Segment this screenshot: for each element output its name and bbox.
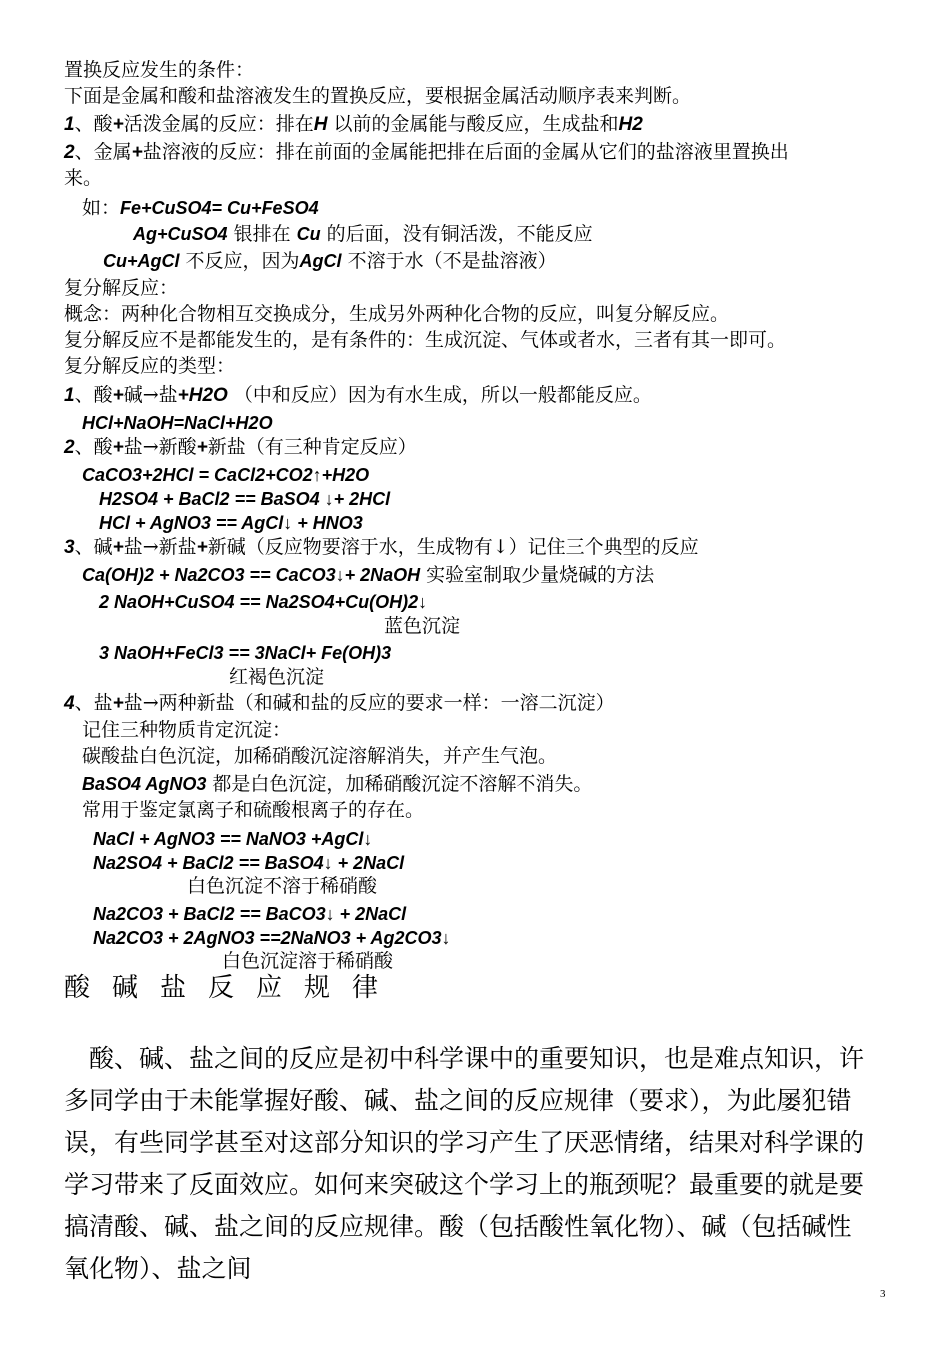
rule-2-line: [64, 140, 789, 165]
text: 实验室制取少量烧碱的方法: [420, 564, 655, 586]
plus-sign: +: [112, 537, 124, 558]
formula: AgCl: [299, 251, 342, 271]
equation: 2 NaOH+CuSO4 == Na2SO4+Cu(OH)2↓: [99, 592, 428, 612]
type-3-line: [64, 535, 699, 560]
example-line: [82, 563, 654, 587]
text: 、酸: [74, 384, 113, 406]
equation: H2SO4 + BaCl2 == BaSO4 ↓+ 2HCl: [99, 489, 391, 509]
plus-sign: +: [112, 114, 124, 135]
text: 盐溶液的反应：排在前面的金属能把排在后面的金属从它们的盐溶液里置换出: [142, 141, 789, 163]
formula: +H2O: [177, 385, 228, 406]
heading-displacement-conditions: 置换反应发生的条件：: [64, 59, 255, 81]
text: 的后面，没有铜活泼，不能反应: [320, 223, 593, 245]
text-line: 碳酸盐白色沉淀，加稀硝酸沉淀溶解消失，并产生气泡。: [82, 745, 558, 767]
rule-1-line: [64, 112, 643, 137]
text: 新盐（有三种肯定反应）: [207, 436, 417, 458]
type-2-line: [64, 435, 417, 460]
rule-number: 1: [64, 114, 75, 135]
rule-number: 2: [64, 142, 75, 163]
text: 碱→盐: [123, 384, 178, 406]
text: （中和反应）因为有水生成，所以一般都能反应。: [227, 384, 652, 406]
equation: NaCl + AgNO3 == NaNO3 +AgCl↓: [93, 829, 373, 849]
plus-sign: +: [196, 437, 208, 458]
text: 、酸: [74, 436, 113, 458]
section-title: 酸碱盐反应规律: [64, 973, 401, 1003]
equation: Cu+AgCl: [103, 251, 180, 271]
text: 不溶于水（不是盐溶液）: [341, 250, 557, 272]
text-line: 复分解反应不是都能发生的，是有条件的：生成沉淀、气体或者水，三者有其一即可。: [64, 329, 787, 351]
text: 、酸: [74, 113, 113, 135]
text: 如：: [82, 197, 121, 219]
text: 不反应，因为: [179, 250, 300, 272]
equation: Na2CO3 + BaCl2 == BaCO3↓ + 2NaCl: [93, 904, 407, 924]
text: 、碱: [74, 536, 113, 558]
text: 银排在: [227, 223, 297, 245]
text: 、金属: [74, 141, 132, 163]
note-blue-precipitate: 蓝色沉淀: [384, 615, 461, 637]
equation: Ca(OH)2 + Na2CO3 == CaCO3↓+ 2NaOH: [82, 565, 421, 585]
equation: 3 NaOH+FeCl3 == 3NaCl+ Fe(OH)3: [99, 643, 392, 663]
text-line: 下面是金属和酸和盐溶液发生的置换反应，要根据金属活动顺序表来判断。: [64, 85, 692, 107]
rule-number: 4: [64, 693, 75, 714]
formula: BaSO4 AgNO3: [82, 774, 207, 794]
equation: Ag+CuSO4: [133, 224, 228, 244]
body-paragraph: 酸、碱、盐之间的反应是初中科学课中的重要知识，也是难点知识，许多同学由于未能掌握好酸、碱、盐之间的反应规律（要求），为此屡犯错误，有些同学甚至对这部分知识的学习产生了厌恶情绪，结果对科学课的学习带来了反面效应。如何来突破这个学习上的瓶颈呢？最重要的就是要搞清酸、碱、盐之间的反应规律。酸（包括酸性氧化物）、碱（包括碱性氧化物）、盐之间: [64, 1044, 865, 1283]
type-4-line: [64, 691, 615, 716]
rule-number: 3: [64, 537, 75, 558]
rule-number: 2: [64, 437, 75, 458]
text-line: 记住三种物质肯定沉淀：: [82, 719, 292, 741]
equation: HCl + AgNO3 == AgCl↓ + HNO3: [99, 513, 363, 533]
equation: HCl+NaOH=NaCl+H2O: [82, 413, 273, 433]
equation: Na2SO4 + BaCl2 == BaSO4↓ + 2NaCl: [93, 853, 405, 873]
note-reddish-brown-precipitate: 红褐色沉淀: [229, 666, 325, 688]
text-line: [82, 772, 592, 796]
rule-number: 1: [64, 385, 75, 406]
equation: CaCO3+2HCl = CaCl2+CO2↑+H2O: [82, 465, 370, 485]
plus-sign: +: [131, 142, 143, 163]
text: 以前的金属能与酸反应，生成盐和: [327, 113, 619, 135]
text: 盐→两种新盐（和碱和盐的反应的要求一样：一溶二沉淀）: [123, 692, 615, 714]
text-line: 来。: [64, 167, 103, 189]
example-line: [103, 249, 557, 273]
text: 新碱（反应物要溶于水，生成物有↓）记住三个典型的反应: [207, 536, 699, 558]
equation: Na2CO3 + 2AgNO3 ==2NaNO3 + Ag2CO3↓: [93, 928, 451, 948]
text: 盐→新盐: [123, 536, 197, 558]
text: 都是白色沉淀，加稀硝酸沉淀不溶解不消失。: [206, 773, 593, 795]
text-line: 概念：两种化合物相互交换成分，生成另外两种化合物的反应，叫复分解反应。: [64, 303, 730, 325]
plus-sign: +: [112, 437, 124, 458]
equation: Fe+CuSO4= Cu+FeSO4: [120, 198, 319, 218]
formula: H: [313, 114, 328, 135]
text: 盐→新酸: [123, 436, 197, 458]
heading-double-decomposition: 复分解反应：: [64, 277, 179, 299]
plus-sign: +: [196, 537, 208, 558]
plus-sign: +: [112, 693, 124, 714]
text-line: 常用于鉴定氯离子和硫酸根离子的存在。: [82, 799, 425, 821]
note-insoluble-in-nitric-acid: 白色沉淀不溶于稀硝酸: [187, 875, 378, 897]
plus-sign: +: [112, 385, 124, 406]
text-line: 复分解反应的类型：: [64, 355, 236, 377]
page-number: 3: [880, 1288, 886, 1300]
note-soluble-in-nitric-acid: 白色沉淀溶于稀硝酸: [222, 950, 394, 972]
type-1-line: [64, 383, 652, 408]
example-line: [82, 196, 319, 220]
text: 、盐: [74, 692, 113, 714]
text: 活泼金属的反应：排在: [123, 113, 314, 135]
formula: Cu: [296, 224, 321, 244]
example-line: [133, 222, 593, 246]
formula: H2: [618, 114, 643, 135]
